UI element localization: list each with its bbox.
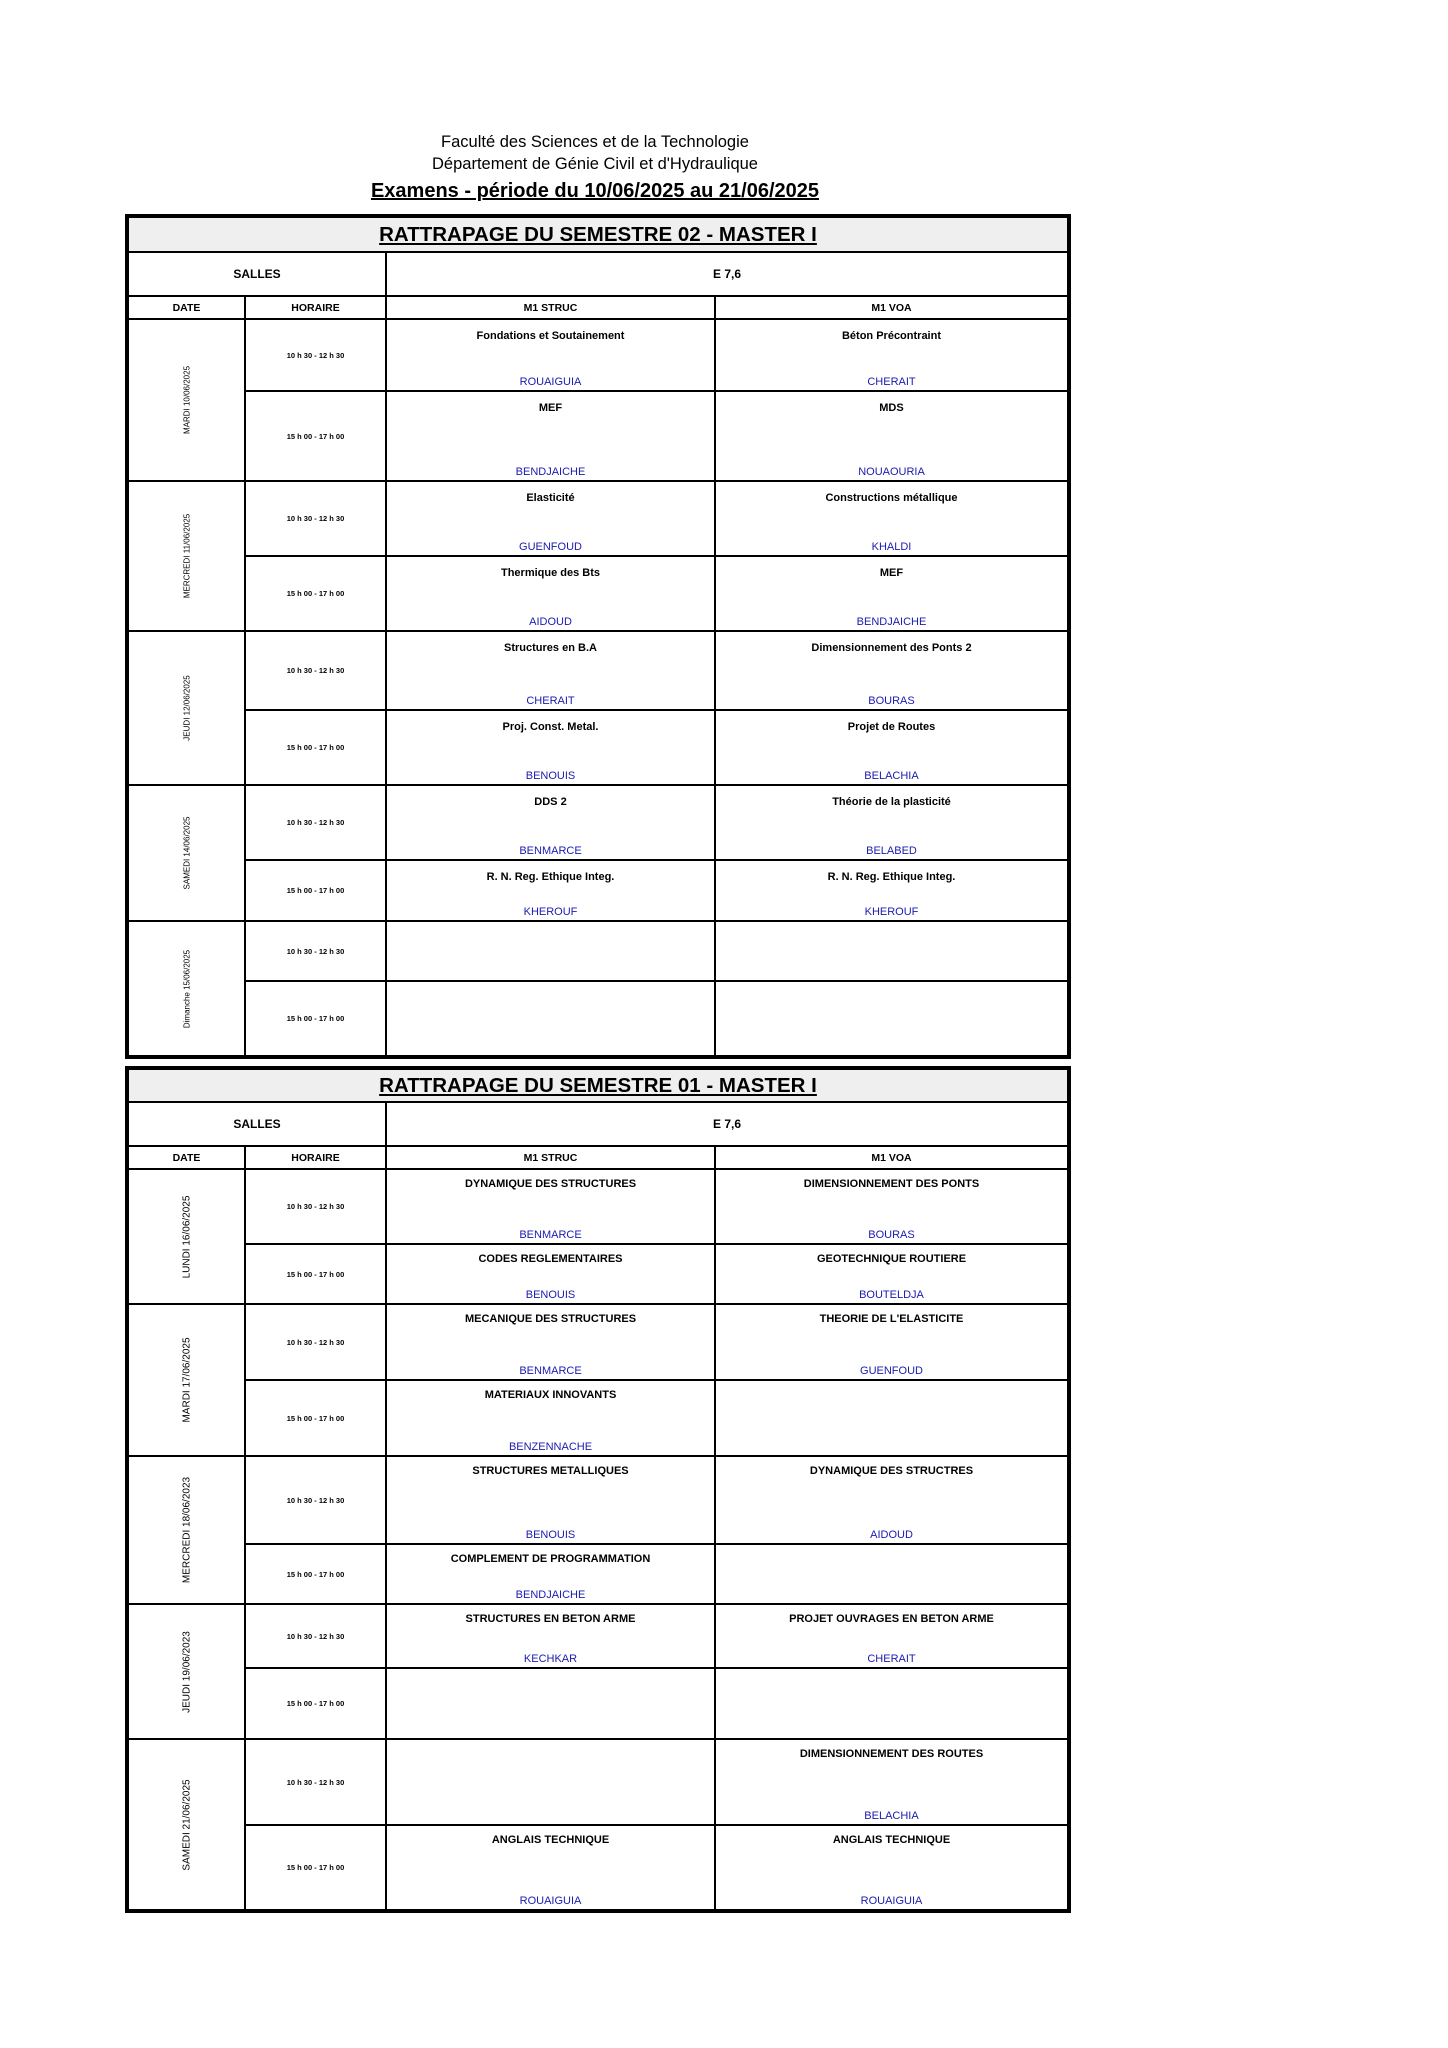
faculty-title: Faculté des Sciences et de la Technologie xyxy=(441,133,749,151)
salles-label: SALLES xyxy=(127,1102,386,1146)
exam-subject: Fondations et Soutainement xyxy=(476,330,625,342)
exam-teacher: KECHKAR xyxy=(523,1653,578,1665)
exam-cell-m1-voa xyxy=(715,319,1069,391)
table-title: RATTRAPAGE DU SEMESTRE 02 - MASTER I xyxy=(127,216,1069,252)
time-slot: 15 h 00 - 17 h 00 xyxy=(245,1244,386,1304)
exam-day-date-label: MARDI 17/06/2025 xyxy=(181,1337,192,1423)
table-row xyxy=(127,1456,1069,1544)
exam-teacher: GUENFOUD xyxy=(860,1365,923,1377)
exam-teacher: BENOUIS xyxy=(525,770,576,782)
exam-cell-m1-struc xyxy=(386,1304,715,1380)
exam-cell-m1-struc xyxy=(386,481,715,556)
table-row xyxy=(127,710,1069,785)
exam-cell-m1-struc xyxy=(386,1604,715,1668)
exam-subject: DIMENSIONNEMENT DES ROUTES xyxy=(799,1748,984,1760)
exam-cell-m1-voa xyxy=(715,860,1069,921)
exam-teacher: AIDOUD xyxy=(529,616,572,628)
exam-cell-m1-struc xyxy=(386,981,715,1057)
exam-day-date-label: MARDI 10/06/2025 xyxy=(182,365,191,435)
exam-teacher: BOUTELDJA xyxy=(859,1289,924,1301)
exam-subject: MEF xyxy=(879,567,904,579)
exam-teacher: BOURAS xyxy=(868,695,915,707)
exam-subject: DYNAMIQUE DES STRUCTURES xyxy=(464,1178,637,1190)
time-slot: 15 h 00 - 17 h 00 xyxy=(245,981,386,1057)
exam-cell-m1-struc xyxy=(386,556,715,631)
exam-subject: MDS xyxy=(879,402,904,414)
table-row xyxy=(127,1604,1069,1668)
exam-cell-m1-voa xyxy=(715,1739,1069,1825)
exam-cell-m1-voa xyxy=(715,1244,1069,1304)
salles-value: E 7,6 xyxy=(386,1102,1069,1146)
exam-day-date-label: JEUDI 19/06/2023 xyxy=(181,1630,192,1713)
exam-subject: CODES REGLEMENTAIRES xyxy=(478,1253,623,1265)
exam-subject: R. N. Reg. Ethique Integ. xyxy=(827,871,956,883)
time-slot: 10 h 30 - 12 h 30 xyxy=(245,631,386,710)
department-title: Département de Génie Civil et d'Hydraulique xyxy=(432,155,758,173)
table-row xyxy=(127,556,1069,631)
exam-cell-m1-struc xyxy=(386,1668,715,1739)
exam-cell-m1-voa xyxy=(715,631,1069,710)
exam-teacher: CHERAIT xyxy=(867,1653,916,1665)
exam-teacher: BOURAS xyxy=(868,1229,915,1241)
exam-subject: Thermique des Bts xyxy=(500,567,601,579)
exam-cell-m1-voa xyxy=(715,481,1069,556)
schedule-table-semester-01 xyxy=(125,1066,1071,1913)
exam-cell-m1-voa xyxy=(715,1668,1069,1739)
column-header-date: DATE xyxy=(127,1146,245,1169)
exam-subject: ANGLAIS TECHNIQUE xyxy=(832,1834,951,1846)
exam-subject: R. N. Reg. Ethique Integ. xyxy=(486,871,615,883)
exam-cell-m1-struc xyxy=(386,1825,715,1911)
exam-subject: PROJET OUVRAGES EN BETON ARME xyxy=(789,1613,994,1625)
exam-cell-m1-voa xyxy=(715,1304,1069,1380)
time-slot: 10 h 30 - 12 h 30 xyxy=(245,1604,386,1668)
exam-subject: Dimensionnement des Ponts 2 xyxy=(811,642,972,654)
exam-subject: Elasticité xyxy=(526,492,575,504)
table-row xyxy=(127,1739,1069,1825)
exam-teacher: GUENFOUD xyxy=(519,541,582,553)
time-slot: 10 h 30 - 12 h 30 xyxy=(245,481,386,556)
exam-day-date xyxy=(127,1456,245,1604)
table-row xyxy=(127,921,1069,981)
time-slot: 15 h 00 - 17 h 00 xyxy=(245,391,386,481)
exam-teacher: BENOUIS xyxy=(525,1529,576,1541)
table-row xyxy=(127,1304,1069,1380)
exam-teacher: BENDJAICHE xyxy=(856,616,927,628)
exam-day-date-label: MERCREDI 18/06/2023 xyxy=(181,1476,192,1584)
exam-subject: Béton Précontraint xyxy=(841,330,941,342)
time-slot: 10 h 30 - 12 h 30 xyxy=(245,1169,386,1244)
column-header-m1-struc: M1 STRUC xyxy=(386,296,715,319)
exam-day-date xyxy=(127,1739,245,1911)
exam-subject: MECANIQUE DES STRUCTURES xyxy=(464,1313,637,1325)
time-slot: 10 h 30 - 12 h 30 xyxy=(245,921,386,981)
time-slot: 10 h 30 - 12 h 30 xyxy=(245,1739,386,1825)
exam-teacher: BELACHIA xyxy=(864,1810,919,1822)
exam-cell-m1-struc xyxy=(386,860,715,921)
exam-subject: DDS 2 xyxy=(534,796,567,808)
time-slot: 10 h 30 - 12 h 30 xyxy=(245,1304,386,1380)
exam-day-date-label: SAMEDI 14/06/2025 xyxy=(182,816,191,890)
exam-cell-m1-struc xyxy=(386,1244,715,1304)
exam-subject: MATERIAUX INNOVANTS xyxy=(484,1389,617,1401)
exam-teacher: KHEROUF xyxy=(864,906,919,918)
exam-day-date xyxy=(127,1169,245,1304)
exam-teacher: ROUAIGUIA xyxy=(519,376,582,388)
table-row xyxy=(127,785,1069,860)
exam-subject: COMPLEMENT DE PROGRAMMATION xyxy=(450,1553,651,1565)
table-title: RATTRAPAGE DU SEMESTRE 01 - MASTER I xyxy=(127,1068,1069,1102)
exam-cell-m1-voa xyxy=(715,710,1069,785)
salles-label: SALLES xyxy=(127,252,386,296)
table-row xyxy=(127,1668,1069,1739)
exam-day-date xyxy=(127,481,245,631)
exam-cell-m1-voa xyxy=(715,785,1069,860)
column-header-m1-voa: M1 VOA xyxy=(715,296,1069,319)
exam-cell-m1-voa xyxy=(715,1825,1069,1911)
column-header-m1-struc: M1 STRUC xyxy=(386,1146,715,1169)
exam-subject: ANGLAIS TECHNIQUE xyxy=(491,1834,610,1846)
exam-teacher: BENMARCE xyxy=(519,1365,582,1377)
exam-subject: Proj. Const. Metal. xyxy=(502,721,599,733)
table-row xyxy=(127,319,1069,391)
column-header-date: DATE xyxy=(127,296,245,319)
exam-teacher: BENMARCE xyxy=(519,845,582,857)
exam-period-title: Examens - période du 10/06/2025 au 21/06/2025 xyxy=(370,180,820,202)
time-slot: 15 h 00 - 17 h 00 xyxy=(245,860,386,921)
exam-teacher: CHERAIT xyxy=(867,376,916,388)
exam-day-date xyxy=(127,319,245,481)
time-slot: 10 h 30 - 12 h 30 xyxy=(245,319,386,391)
exam-cell-m1-voa xyxy=(715,1544,1069,1604)
exam-day-date-label: SAMEDI 21/06/2025 xyxy=(181,1778,192,1871)
exam-teacher: BENDJAICHE xyxy=(515,466,586,478)
exam-teacher: AIDOUD xyxy=(870,1529,913,1541)
exam-day-date xyxy=(127,631,245,785)
exam-subject: STRUCTURES EN BETON ARME xyxy=(465,1613,636,1625)
exam-teacher: NOUAOURIA xyxy=(858,466,925,478)
exam-teacher: BENOUIS xyxy=(525,1289,576,1301)
time-slot: 15 h 00 - 17 h 00 xyxy=(245,1544,386,1604)
exam-day-date-label: Dimanche 15/06/2025 xyxy=(182,949,191,1028)
exam-day-date-label: JEUDI 12/06/2025 xyxy=(182,675,191,741)
exam-subject: Structures en B.A xyxy=(504,642,597,654)
table-row xyxy=(127,1380,1069,1456)
exam-day-date xyxy=(127,1304,245,1456)
exam-cell-m1-struc xyxy=(386,1456,715,1544)
exam-teacher: BENMARCE xyxy=(519,1229,582,1241)
exam-day-date-label: MERCREDI 11/06/2025 xyxy=(182,513,191,599)
table-row xyxy=(127,1244,1069,1304)
exam-cell-m1-struc xyxy=(386,1169,715,1244)
time-slot: 15 h 00 - 17 h 00 xyxy=(245,1668,386,1739)
exam-cell-m1-struc xyxy=(386,1380,715,1456)
exam-cell-m1-struc xyxy=(386,710,715,785)
column-header-horaire: HORAIRE xyxy=(245,296,386,319)
exam-subject: STRUCTURES METALLIQUES xyxy=(472,1465,629,1477)
exam-subject: MEF xyxy=(538,402,563,414)
exam-cell-m1-struc xyxy=(386,319,715,391)
exam-subject: THEORIE DE L'ELASTICITE xyxy=(819,1313,964,1325)
column-header-m1-voa: M1 VOA xyxy=(715,1146,1069,1169)
exam-subject: DYNAMIQUE DES STRUCTRES xyxy=(809,1465,974,1477)
exam-teacher: BENDJAICHE xyxy=(515,1589,586,1601)
exam-subject: GEOTECHNIQUE ROUTIERE xyxy=(816,1253,967,1265)
exam-cell-m1-voa xyxy=(715,1169,1069,1244)
exam-subject: Théorie de la plasticité xyxy=(832,796,951,808)
exam-cell-m1-struc xyxy=(386,785,715,860)
table-row xyxy=(127,1544,1069,1604)
time-slot: 10 h 30 - 12 h 30 xyxy=(245,785,386,860)
time-slot: 15 h 00 - 17 h 00 xyxy=(245,710,386,785)
exam-subject: Projet de Routes xyxy=(847,721,936,733)
exam-cell-m1-voa xyxy=(715,1380,1069,1456)
exam-cell-m1-voa xyxy=(715,1456,1069,1544)
exam-cell-m1-voa xyxy=(715,921,1069,981)
exam-day-date xyxy=(127,785,245,921)
exam-cell-m1-voa xyxy=(715,391,1069,481)
exam-cell-m1-struc xyxy=(386,631,715,710)
exam-cell-m1-voa xyxy=(715,1604,1069,1668)
exam-cell-m1-struc xyxy=(386,921,715,981)
exam-subject: Constructions métallique xyxy=(825,492,958,504)
exam-day-date xyxy=(127,921,245,1057)
exam-teacher: CHERAIT xyxy=(526,695,575,707)
exam-teacher: BELACHIA xyxy=(864,770,919,782)
table-row xyxy=(127,1169,1069,1244)
exam-cell-m1-struc xyxy=(386,1544,715,1604)
exam-subject: DIMENSIONNEMENT DES PONTS xyxy=(803,1178,980,1190)
schedule-table-semester-02 xyxy=(125,214,1071,1059)
table-row xyxy=(127,981,1069,1057)
exam-day-date xyxy=(127,1604,245,1739)
exam-cell-m1-struc xyxy=(386,1739,715,1825)
column-header-horaire: HORAIRE xyxy=(245,1146,386,1169)
exam-day-date-label: LUNDI 16/06/2025 xyxy=(181,1195,192,1278)
exam-teacher: BELABED xyxy=(866,845,917,857)
time-slot: 10 h 30 - 12 h 30 xyxy=(245,1456,386,1544)
time-slot: 15 h 00 - 17 h 00 xyxy=(245,1380,386,1456)
table-row xyxy=(127,481,1069,556)
table-row xyxy=(127,860,1069,921)
exam-cell-m1-voa xyxy=(715,981,1069,1057)
table-row xyxy=(127,1825,1069,1911)
salles-value: E 7,6 xyxy=(386,252,1069,296)
table-row xyxy=(127,631,1069,710)
exam-teacher: KHEROUF xyxy=(523,906,578,918)
time-slot: 15 h 00 - 17 h 00 xyxy=(245,556,386,631)
exam-teacher: ROUAIGUIA xyxy=(860,1895,923,1907)
exam-teacher: KHALDI xyxy=(871,541,912,553)
exam-teacher: BENZENNACHE xyxy=(508,1441,593,1453)
time-slot: 15 h 00 - 17 h 00 xyxy=(245,1825,386,1911)
exam-cell-m1-struc xyxy=(386,391,715,481)
exam-cell-m1-voa xyxy=(715,556,1069,631)
table-row xyxy=(127,391,1069,481)
exam-teacher: ROUAIGUIA xyxy=(519,1895,582,1907)
